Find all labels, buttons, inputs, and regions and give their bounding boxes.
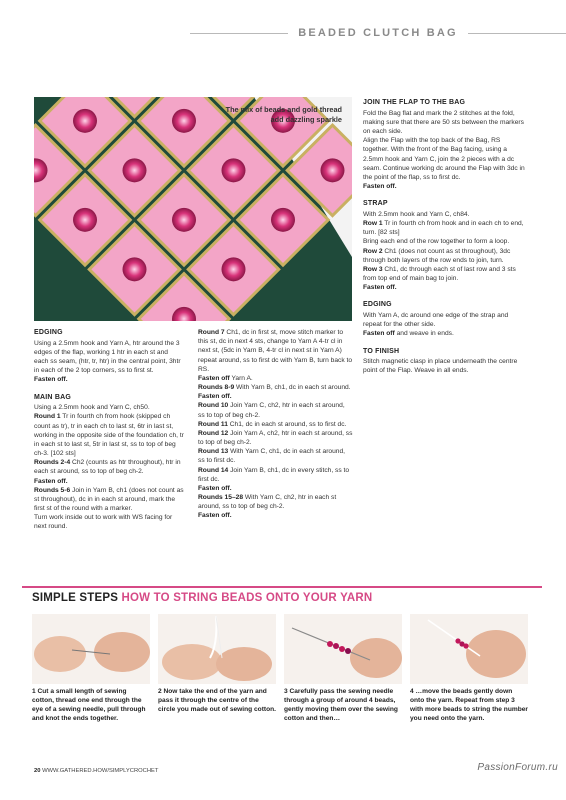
main-bag-text: Using a 2.5mm hook and Yarn C, ch50. [34,404,150,412]
strap-row-1-note: Bring each end of the row together to form a loop. [363,238,510,246]
rounds-15-28-fasten-off: Fasten off. [198,512,232,520]
strap-edging-fasten-off: Fasten off and weave in ends. [363,330,454,338]
step-2 [158,614,276,715]
simple-steps-panel [22,586,542,758]
rounds-2-4-fasten-off: Fasten off. [34,477,68,485]
step-1-text: 1 Cut a small length of sewing cotton, thread one end through the eye of a sewing needle, pull through and knot the ends together. [32,688,146,722]
join-flap-fasten-off: Fasten off. [363,183,397,191]
step-3-photo [284,614,402,684]
edging-text: Using a 2.5mm hook and Yarn A, htr around the 3 edges of the flap, working 1 htr in each st and each ss seam, (htr, tr, htr) in the central point, 3htr in each of the 2 top corners, ss to first st. [34,339,181,375]
round-14: Round 14 Join Yarn B, ch1, dc in every stitch, ss to first dc. [198,466,350,483]
step-1-photo [32,614,150,684]
step-2-photo [158,614,276,684]
simple-steps-title [32,592,372,604]
needle-through-beads-image [284,614,402,684]
rounds-15-28: Rounds 15–28 With Yarn C, ch2, htr in each st around, ss to top of beg ch-2. [198,494,337,511]
join-flap-heading: JOIN THE FLAP TO THE BAG [363,99,466,106]
header-rule-left [190,33,288,34]
round-10: Round 10 Join Yarn C, ch2, htr in each st around, ss to top of beg ch-2. [198,402,345,419]
granny-squares-illustration [34,97,352,321]
strap-fasten-off: Fasten off. [363,284,397,292]
step-4-text: 4 …move the beads gently down onto the yarn. Repeat from step 3 with more beads to string the number you need onto the yarn. [410,688,528,722]
rounds-5-6-note: Turn work inside out to work with WS facing for next round. [34,514,173,531]
strap-row-2: Row 2 Ch1 (does not count as st throughout), 3dc through both layers of the row ends to join, turn. [363,247,511,264]
step-2-text: 2 Now take the end of the yarn and pass it through the centre of the circle you made out of sewing cotton. [158,688,276,713]
watermark: PassionForum.ru [477,762,558,773]
column-1 [34,328,184,532]
column-2 [198,328,353,521]
to-finish-heading: TO FINISH [363,347,400,355]
strap-heading: STRAP [363,200,388,208]
rounds-8-9-fasten-off: Fasten off. [198,393,232,401]
header-title: BEADED CLUTCH BAG [298,27,458,39]
page-footer [34,768,158,774]
round-13: Round 13 With Yarn C, ch1, dc in each st around, ss to first dc. [198,448,346,465]
round-14-fasten-off: Fasten off. [198,484,232,492]
beads-onto-yarn-image [410,614,528,684]
clutch-bag-photo [34,97,352,321]
header-rule-right [468,33,566,34]
step-4-photo [410,614,528,684]
strap-edging-text: With Yarn A, dc around one edge of the strap and repeat for the other side. [363,312,509,329]
yarn-through-loop-image [158,614,276,684]
strap-text: With 2.5mm hook and Yarn C, ch84. [363,210,470,218]
round-11: Round 11 Ch1, dc in each st around, ss to first dc. [198,420,347,428]
column-3 [363,98,525,376]
round-7: Round 7 Ch1, dc in first st, move stitch marker to this st, dc in next 4 sts, change to Yarn A 4-tr cl in next st, (5dc in Yarn B, 4-tr cl in next st in Yarn A) repeat around, ss to first dc with Yarn B, turn back to RS. [198,329,353,373]
hands-threading-needle-image [32,614,150,684]
step-4 [410,614,528,724]
main-bag-heading: MAIN BAG [34,393,71,401]
rounds-2-4: Rounds 2-4 Ch2 (counts as htr throughout), htr in each st around, ss to top of beg ch-2. [34,459,181,476]
simple-steps-subtitle: HOW TO STRING BEADS ONTO YOUR YARN [121,592,373,604]
rounds-5-6: Rounds 5-6 Join in Yarn B, ch1 (does not count as st throughout), dc in in each st around, mark the first st of the round with a marker. [34,486,184,513]
strap-row-1: Row 1 Tr in fourth ch from hook and in each ch to end, turn. [82 sts] [363,220,524,237]
edging-heading: EDGING [34,329,63,336]
step-1 [32,614,150,724]
to-finish-text: Stitch magnetic clasp in place underneath the centre point of the Flap. Weave in all ends. [363,358,518,375]
step-3-text: 3 Carefully pass the sewing needle through a group of around 4 beads, gently moving them over the sewing cotton and then… [284,688,398,722]
page-number: 20 [34,768,41,774]
rounds-8-9: Rounds 8-9 With Yarn B, ch1, dc in each st around. [198,384,351,392]
simple-steps-label: SIMPLE STEPS [32,592,119,604]
page-header [190,22,566,44]
join-flap-text-1: Fold the Bag flat and mark the 2 stitches at the fold, making sure that there are 50 sts between the markers on each side. [363,109,524,135]
step-3 [284,614,402,724]
footer-url[interactable]: WWW.GATHERED.HOW/SIMPLYCROCHET [42,768,159,774]
join-flap-text-2: Align the Flap with the top back of the Bag, RS together. With the front of the Bag facing, using a 2.5mm hook and Yarn C, join the 2 pieces with a dc seam. Continue working dc around the Flap with 3dc in the point of the flap, ss to first dc. [363,137,525,181]
edging-fasten-off: Fasten off. [34,376,68,384]
round-7-fasten-off: Fasten off Yarn A. [198,374,253,382]
round-1: Round 1 Tr in fourth ch from hook (skipped ch count as tr), tr in each ch to last st, 6tr in last st, working in the opposite side of the foundation ch, tr in each st to last st, 5tr in last st, ss to top of beg ch-3. [102 sts] [34,413,184,458]
round-12: Round 12 Join Yarn A, ch2, htr in each st around, ss to top of beg ch-2. [198,429,353,447]
strap-row-3: Row 3 Ch1, dc through each st of last row and 3 sts from top end of main bag to join. [363,265,516,283]
photo-caption: The mix of beads and gold thread add dazzling sparkle [225,105,342,124]
strap-edging-heading: EDGING [363,301,392,309]
